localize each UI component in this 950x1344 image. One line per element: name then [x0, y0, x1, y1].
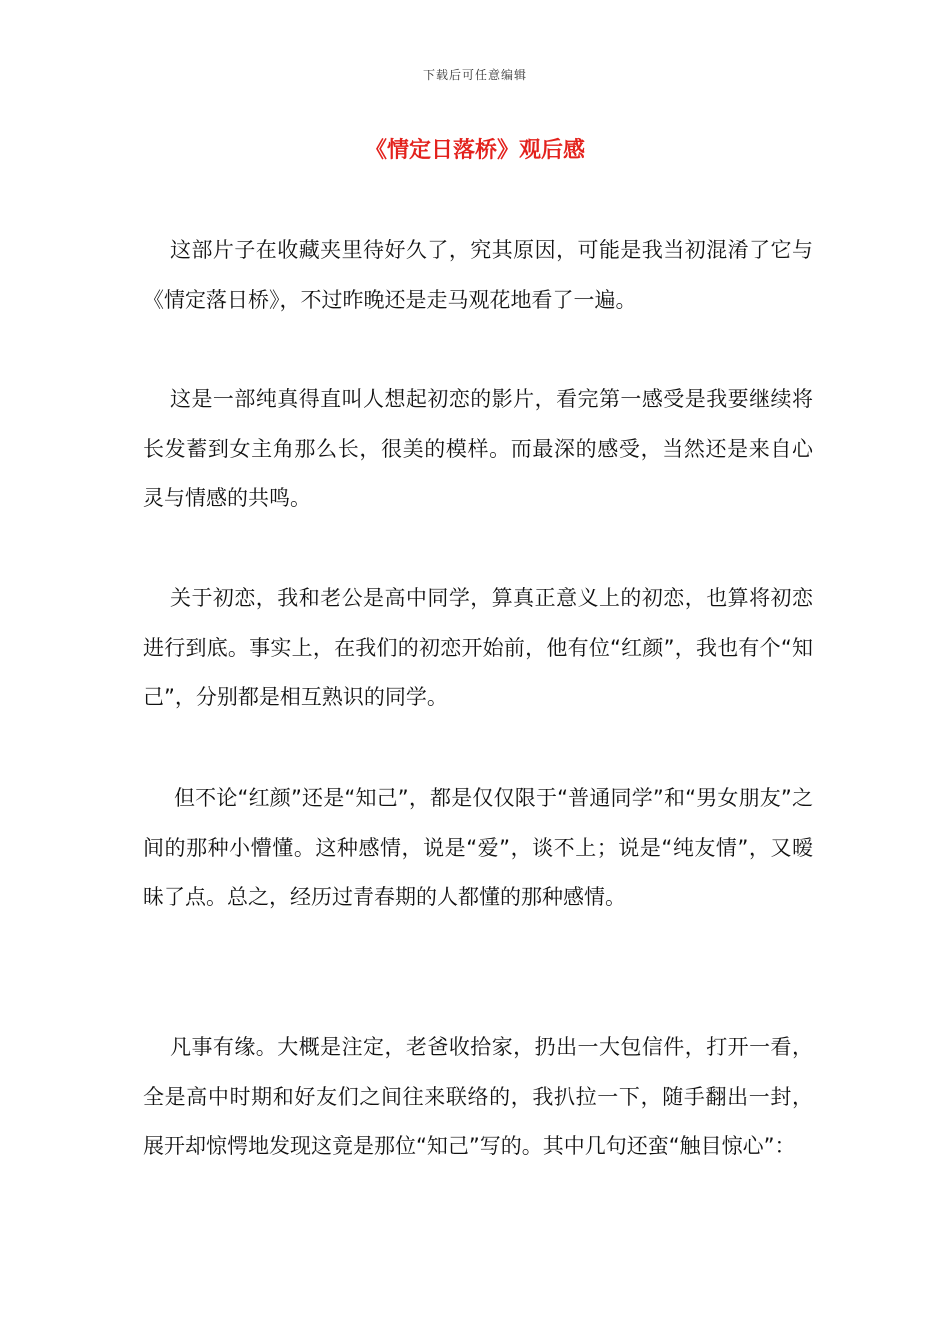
- paragraph-4: 但不论“红颜”还是“知己”，都是仅仅限于“普通同学”和“男女朋友”之间的那种小懵懂。这种感情，说是“爱”，谈不上；说是“纯友情”，又暧昧了点。总之，经历过青春期的人都懂的那种感情。: [143, 786, 813, 909]
- paragraph-1: 这部片子在收藏夹里待好久了，究其原因，可能是我当初混淆了它与《情定落日桥》，不过昨晚还是走马观花地看了一遍。: [143, 238, 813, 312]
- header-note: 下载后可任意编辑: [422, 68, 527, 82]
- paragraph-2: 这是一部纯真得直叫人想起初恋的影片，看完第一感受是我要继续将长发蓄到女主角那么长，很美的模样。而最深的感受，当然还是来自心灵与情感的共鸣。: [143, 387, 813, 510]
- paragraph-3: 关于初恋，我和老公是高中同学，算真正意义上的初恋，也算将初恋进行到底。事实上，在我们的初恋开始前，他有位“红颜”，我也有个“知己”，分别都是相互熟识的同学。: [143, 586, 813, 709]
- paragraph-5: 凡事有缘。大概是注定，老爸收拾家，扔出一大包信件，打开一看，全是高中时期和好友们之间往来联络的，我扒拉一下，随手翻出一封，展开却惊愕地发现这竟是那位“知己”写的。其中几句还蛮“触目惊心”：: [143, 1035, 813, 1158]
- page-title: 《情定日落桥》观后感: [364, 138, 585, 163]
